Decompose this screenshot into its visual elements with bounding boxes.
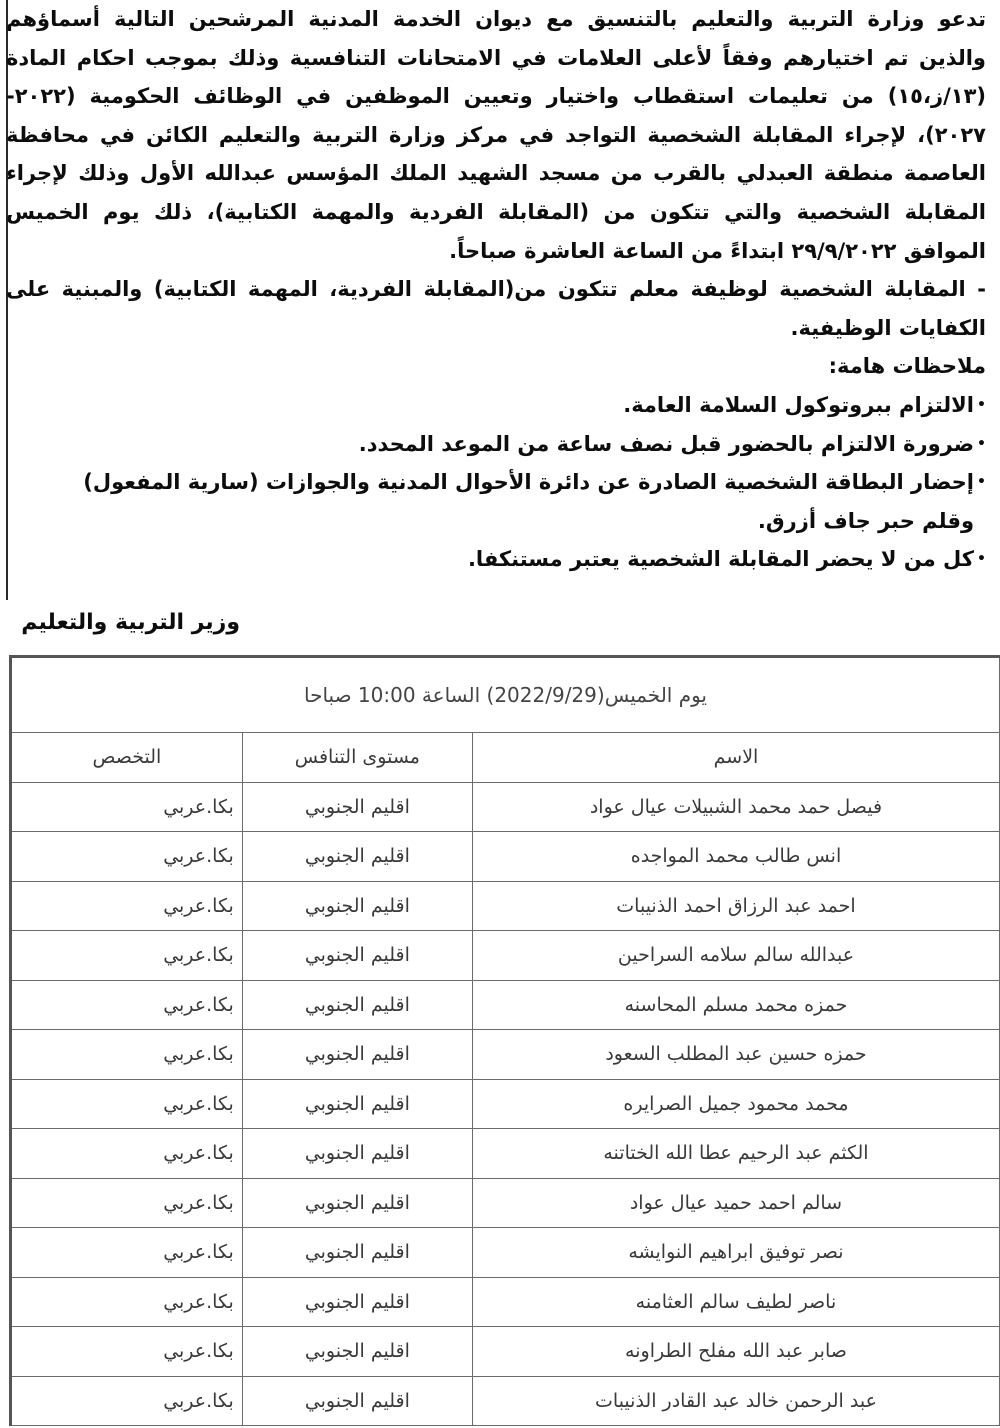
note-text-continuation: وقلم حبر جاف أزرق.	[757, 508, 974, 533]
table-row	[11, 1178, 1000, 1228]
cell-specialty: بكا.عربي	[11, 1030, 243, 1080]
note-text: إحضار البطاقة الشخصية الصادرة عن دائرة الأحوال المدنية والجوازات (سارية المفعول)	[83, 470, 974, 495]
header-specialty: التخصص	[11, 733, 243, 783]
table-row	[11, 1228, 1000, 1278]
table-row	[11, 1376, 1000, 1426]
intro-line: المقابلة الشخصية والتي تتكون من (المقابلة الفردية والمهمة الكتابية)، ذلك يوم الخميس	[6, 199, 986, 224]
cell-name: الكثم عبد الرحيم عطا الله الختاتنه	[472, 1129, 999, 1179]
cell-specialty: بكا.عربي	[11, 1327, 243, 1377]
table-row	[11, 881, 1000, 931]
note-text: الالتزام ببروتوكول السلامة العامة.	[623, 392, 974, 417]
table-caption-row	[11, 657, 1000, 733]
cell-level: اقليم الجنوبي	[242, 1277, 472, 1327]
cell-name: محمد محمود جميل الصرايره	[472, 1079, 999, 1129]
intro-line: والذين تم اختيارهم وفقاً لأعلى العلامات في الامتحانات التنافسية وذلك بموجب احكام المادة	[6, 45, 986, 70]
cell-name: عبدالله سالم سلامه السراحين	[472, 931, 999, 981]
note-item	[6, 425, 986, 464]
intro-line: تدعو وزارة التربية والتعليم بالتنسيق مع ديوان الخدمة المدنية المرشحين التالية أسماؤهم	[6, 7, 986, 31]
notes-list	[6, 386, 986, 579]
table-row	[11, 1079, 1000, 1129]
intro-line: العاصمة منطقة العبدلي بالقرب من مسجد الشهيد الملك المؤسس عبدالله الأول وذلك لإجراء	[6, 161, 986, 186]
table-row	[11, 931, 1000, 981]
table-row	[11, 1129, 1000, 1179]
cell-level: اقليم الجنوبي	[242, 832, 472, 882]
cell-specialty: بكا.عربي	[11, 1376, 243, 1426]
note-text: كل من لا يحضر المقابلة الشخصية يعتبر مستنكفا.	[467, 547, 974, 572]
cell-name: نصر توفيق ابراهيم النوايشه	[472, 1228, 999, 1278]
table-row	[11, 1327, 1000, 1377]
cell-specialty: بكا.عربي	[11, 881, 243, 931]
candidates-table-wrapper	[9, 655, 1000, 1426]
cell-level: اقليم الجنوبي	[242, 1178, 472, 1228]
table-row	[11, 980, 1000, 1030]
table-row	[11, 782, 1000, 832]
intro-line: الموافق ٢٩/٩/٢٠٢٢ ابتداءً من الساعة العاشرة صباحاً.	[449, 238, 986, 263]
cell-level: اقليم الجنوبي	[242, 881, 472, 931]
table-row	[11, 1030, 1000, 1080]
cell-specialty: بكا.عربي	[11, 1129, 243, 1179]
note-item	[6, 386, 986, 425]
interview-line: الكفايات الوظيفية.	[790, 315, 986, 340]
cell-name: عبد الرحمن خالد عبد القادر الذنيبات	[472, 1376, 999, 1426]
cell-level: اقليم الجنوبي	[242, 1228, 472, 1278]
cell-name: حمزه حسين عبد المطلب السعود	[472, 1030, 999, 1080]
cell-specialty: بكا.عربي	[11, 832, 243, 882]
cell-name: ناصر لطيف سالم العثامنه	[472, 1277, 999, 1327]
note-text: ضرورة الالتزام بالحضور قبل نصف ساعة من الموعد المحدد.	[358, 431, 974, 456]
cell-level: اقليم الجنوبي	[242, 782, 472, 832]
table-caption: يوم الخميس(2022/9/29) الساعة 10:00 صباحا	[11, 657, 1000, 733]
cell-level: اقليم الجنوبي	[242, 980, 472, 1030]
cell-name: فيصل حمد محمد الشبيلات عيال عواد	[472, 782, 999, 832]
announcement-text	[6, 0, 986, 579]
cell-name: صابر عبد الله مفلح الطراونه	[472, 1327, 999, 1377]
table-row	[11, 1277, 1000, 1327]
intro-line: ٢٠٢٧)، لإجراء المقابلة الشخصية التواجد في مركز وزارة التربية والتعليم الكائن في محافظة	[6, 122, 986, 147]
cell-name: انس طالب محمد المواجده	[472, 832, 999, 882]
minister-signature: وزير التربية والتعليم	[21, 610, 240, 635]
notes-title: ملاحظات هامة:	[828, 354, 986, 379]
cell-specialty: بكا.عربي	[11, 1079, 243, 1129]
candidates-table	[9, 655, 1000, 1426]
header-level: مستوى التنافس	[242, 733, 472, 783]
cell-name: حمزه محمد مسلم المحاسنه	[472, 980, 999, 1030]
intro-line: (١٣/ز،١٥) من تعليمات استقطاب واختيار وتعيين الموظفين في الوظائف الحكومية (٢٠٢٢-	[6, 84, 986, 109]
cell-specialty: بكا.عربي	[11, 931, 243, 981]
cell-level: اقليم الجنوبي	[242, 1079, 472, 1129]
note-item	[6, 463, 986, 540]
cell-specialty: بكا.عربي	[11, 782, 243, 832]
cell-name: سالم احمد حميد عيال عواد	[472, 1178, 999, 1228]
note-item	[6, 540, 986, 579]
cell-specialty: بكا.عربي	[11, 1228, 243, 1278]
interview-line: - المقابلة الشخصية لوظيفة معلم تتكون من(المقابلة الفردية، المهمة الكتابية) والمبنية على	[6, 277, 986, 302]
cell-level: اقليم الجنوبي	[242, 1327, 472, 1377]
intro-paragraph	[6, 0, 986, 270]
table-header-row	[11, 733, 1000, 783]
cell-level: اقليم الجنوبي	[242, 1030, 472, 1080]
header-name: الاسم	[472, 733, 999, 783]
interview-paragraph	[6, 270, 986, 347]
cell-level: اقليم الجنوبي	[242, 1129, 472, 1179]
table-row	[11, 832, 1000, 882]
cell-specialty: بكا.عربي	[11, 1277, 243, 1327]
cell-name: احمد عبد الرزاق احمد الذنيبات	[472, 881, 999, 931]
cell-specialty: بكا.عربي	[11, 1178, 243, 1228]
cell-level: اقليم الجنوبي	[242, 931, 472, 981]
cell-specialty: بكا.عربي	[11, 980, 243, 1030]
cell-level: اقليم الجنوبي	[242, 1376, 472, 1426]
